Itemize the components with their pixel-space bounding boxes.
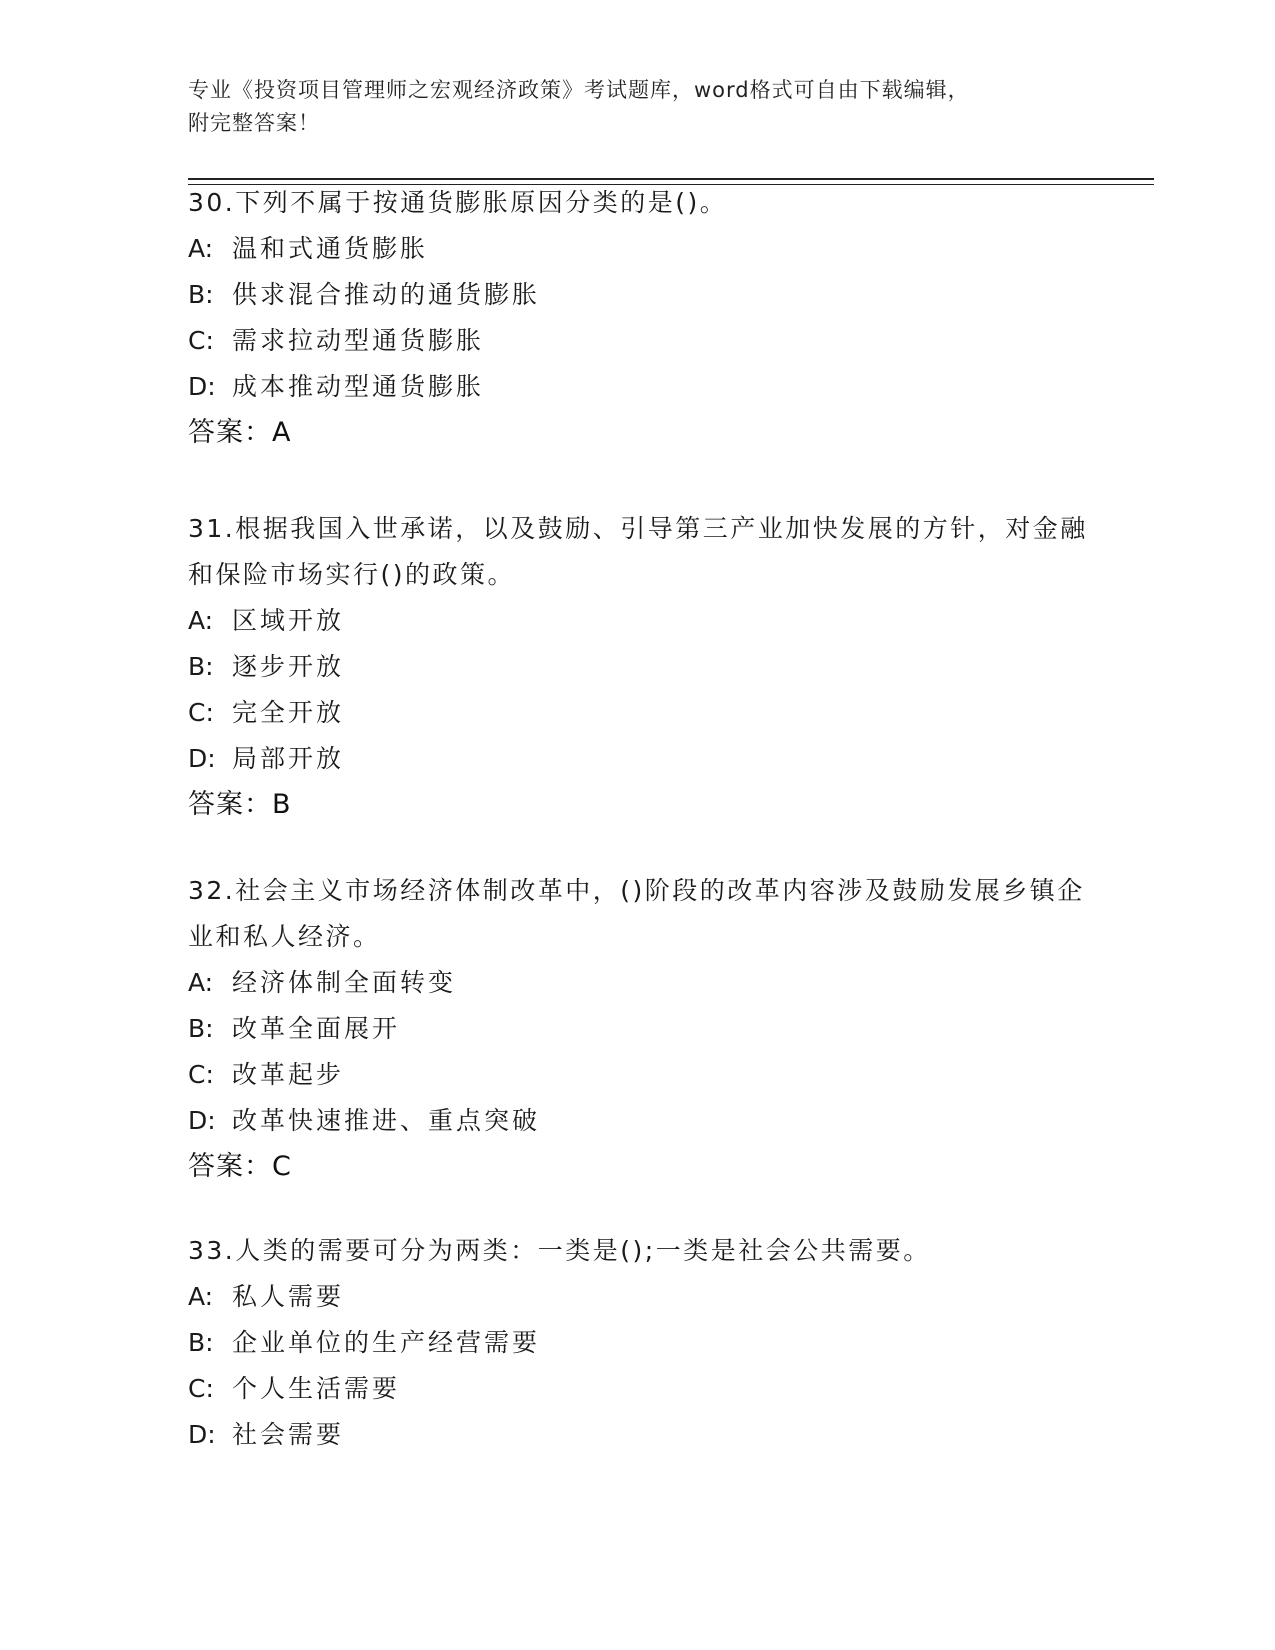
question-33 [188,1228,1088,1458]
option-text: 局部开放 [232,744,345,773]
option-letter: D: [188,744,216,773]
option-text: 温和式通货膨胀 [232,234,429,263]
option-letter: D: [188,372,216,401]
option-text: 改革全面展开 [232,1014,401,1043]
option-b [188,272,1088,318]
answer-label: 答案：C [188,1151,292,1182]
option-letter: C: [188,698,214,727]
option-d [188,364,1088,410]
option-letter: D: [188,1420,216,1449]
option-letter: A: [188,606,214,635]
option-letter: B: [188,1328,214,1357]
option-b [188,644,1088,690]
option-c [188,1052,1088,1098]
option-letter: C: [188,1374,214,1403]
option-c [188,318,1088,364]
option-text: 经济体制全面转变 [232,968,457,997]
option-letter: B: [188,652,214,681]
option-text: 供求混合推动的通货膨胀 [232,280,541,309]
option-text: 成本推动型通货膨胀 [232,372,485,401]
option-b [188,1006,1088,1052]
option-c [188,690,1088,736]
question-stem: 33.人类的需要可分为两类：一类是();一类是社会公共需要。 [188,1236,931,1265]
question-32 [188,868,1088,1190]
option-letter: D: [188,1106,216,1135]
option-text: 需求拉动型通货膨胀 [232,326,485,355]
document-header [188,74,1068,140]
question-31 [188,506,1088,828]
option-text: 个人生活需要 [232,1374,401,1403]
header-line-2: 附完整答案！ [188,111,320,135]
option-text: 改革起步 [232,1060,345,1089]
option-letter: C: [188,326,214,355]
option-b [188,1320,1088,1366]
option-text: 私人需要 [232,1282,345,1311]
option-a [188,598,1088,644]
answer-label: 答案：A [188,417,292,448]
option-text: 区域开放 [232,606,345,635]
option-a [188,226,1088,272]
option-text: 逐步开放 [232,652,345,681]
header-line-1: 专业《投资项目管理师之宏观经济政策》考试题库，word格式可自由下载编辑， [188,78,970,102]
option-letter: A: [188,968,214,997]
option-c [188,1366,1088,1412]
option-text: 完全开放 [232,698,345,727]
option-a [188,1274,1088,1320]
option-letter: B: [188,1014,214,1043]
question-stem: 30.下列不属于按通货膨胀原因分类的是()。 [188,188,728,217]
option-letter: B: [188,280,214,309]
option-text: 改革快速推进、重点突破 [232,1106,541,1135]
question-stem: 32.社会主义市场经济体制改革中，()阶段的改革内容涉及鼓励发展乡镇企业和私人经济。 [188,876,1085,951]
option-letter: C: [188,1060,214,1089]
option-letter: A: [188,234,214,263]
option-text: 社会需要 [232,1420,345,1449]
option-d [188,736,1088,782]
question-stem: 31.根据我国入世承诺，以及鼓励、引导第三产业加快发展的方针，对金融和保险市场实行()的政策。 [188,514,1088,589]
answer-label: 答案：B [188,789,292,820]
option-a [188,960,1088,1006]
question-30 [188,180,1088,456]
option-text: 企业单位的生产经营需要 [232,1328,541,1357]
option-d [188,1098,1088,1144]
option-d [188,1412,1088,1458]
option-letter: A: [188,1282,214,1311]
